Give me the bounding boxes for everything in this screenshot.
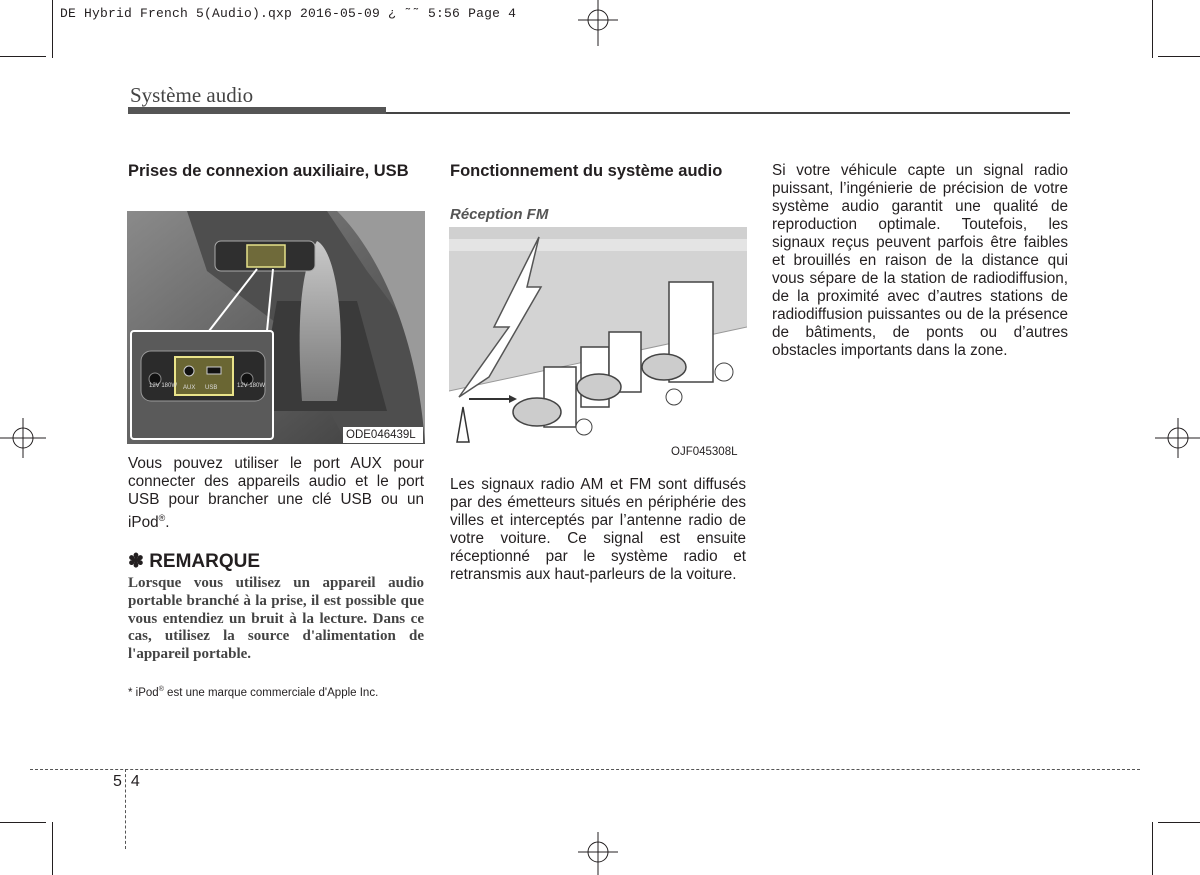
signal-quality-body: Si votre véhicule capte un signal radio puissant, l’ingénierie de précision de votre système audio garantit une qualité de reproduction optimale. Toutefois, les signaux reçus peuvent parfois être faibles et brouillés en raison de la distance qui vous sépare de la station de radiodiffusion, de la proximité avec d’autres stations de radiodiffusion puissantes ou de la présence de bâtiments, de ponts ou d’autres obstacles importants dans la zone. xyxy=(772,162,1068,359)
fm-reception-illustration xyxy=(449,227,747,462)
port-label-usb: USB xyxy=(205,385,218,391)
fm-reception-figure xyxy=(449,227,747,462)
remark-text: Lorsque vous utilisez un appareil audio portable branché à la prise, il est possible que vous entendiez un bruit à la lecture. Dans ce cas, utilisez la source d'alimentation de l'appareil portable. xyxy=(128,575,424,663)
footnote: * iPod® est une marque commerciale d'Apple Inc. xyxy=(128,686,379,699)
figure-code: OJF045308L xyxy=(671,446,738,458)
console-illustration xyxy=(127,211,425,444)
fm-reception-subheading: Réception FM xyxy=(450,206,549,223)
header-rule-thick xyxy=(128,107,386,114)
figure-code: ODE046439L xyxy=(346,429,416,441)
registration-mark-left-icon xyxy=(0,418,46,458)
print-slug: DE Hybrid French 5(Audio).qxp 2016-05-09 ¿ ˜˜ 5:56 Page 4 xyxy=(60,6,517,21)
section-title: Système audio xyxy=(130,83,254,107)
audio-operation-heading: Fonctionnement du système audio xyxy=(450,162,723,180)
aux-usb-figure xyxy=(127,211,425,444)
fm-reception-body: Les signaux radio AM et FM sont diffusés par des émetteurs situés en périphérie des villes et interceptés par l’antenne radio de votre voiture. Ce signal est ensuite réceptionné par le système radio et retransmis aux haut-parleurs de la voiture. xyxy=(450,476,746,583)
aux-usb-heading: Prises de connexion auxiliaire, USB xyxy=(128,162,409,180)
page-number: 54 xyxy=(113,773,149,790)
port-label-aux: AUX xyxy=(183,385,196,391)
port-label-12v-right: 12V 180W xyxy=(237,383,266,389)
registration-mark-bottom-icon xyxy=(578,832,618,875)
registration-mark-top-icon xyxy=(578,0,618,46)
aux-usb-body: Vous pouvez utiliser le port AUX pour connecter des appareils audio et le port USB pour brancher une clé USB ou un iPod®. xyxy=(128,455,424,532)
remark-title: ✽ REMARQUE xyxy=(128,551,261,572)
registration-mark-right-icon xyxy=(1155,418,1200,458)
header-rule-thin xyxy=(386,112,1070,114)
port-label-12v-left: 12V 180W xyxy=(149,383,178,389)
footer-rule xyxy=(30,769,1140,770)
